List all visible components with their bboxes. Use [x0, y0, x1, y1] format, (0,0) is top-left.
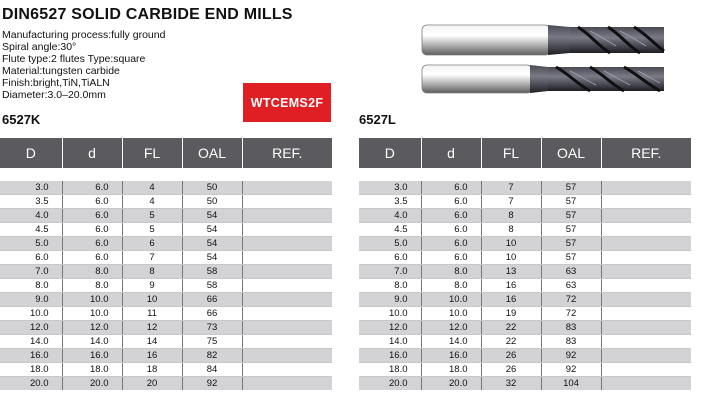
cell-d: 8.0	[421, 279, 481, 293]
cell-FL: 7	[481, 181, 541, 195]
cell-FL: 9	[122, 279, 182, 293]
cell-d: 6.0	[62, 237, 122, 251]
col-header-D: D	[0, 138, 62, 168]
col-header-d: d	[421, 138, 481, 168]
cell-d: 10.0	[62, 293, 122, 307]
cell-FL: 18	[122, 363, 182, 377]
cell-OAL: 84	[182, 363, 242, 377]
cell-d: 8.0	[421, 265, 481, 279]
cell-d: 6.0	[62, 181, 122, 195]
cell-REF	[242, 223, 332, 237]
table-row	[359, 265, 691, 279]
table-row	[0, 335, 332, 349]
cell-d: 8.0	[62, 279, 122, 293]
cell-OAL: 63	[541, 279, 601, 293]
cell-OAL: 72	[541, 307, 601, 321]
table-header-row	[359, 138, 691, 168]
cell-D: 18.0	[359, 363, 421, 377]
cell-OAL: 57	[541, 195, 601, 209]
cell-OAL: 57	[541, 223, 601, 237]
cell-REF	[242, 349, 332, 363]
col-header-REF: REF.	[601, 138, 691, 168]
cell-REF	[242, 237, 332, 251]
cell-REF	[601, 377, 691, 391]
cell-D: 6.0	[0, 251, 62, 265]
cell-d: 6.0	[421, 237, 481, 251]
col-header-OAL: OAL	[541, 138, 601, 168]
table-row	[0, 223, 332, 237]
cell-d: 6.0	[421, 209, 481, 223]
cell-D: 10.0	[0, 307, 62, 321]
table-row	[0, 181, 332, 195]
cell-FL: 8	[122, 265, 182, 279]
cell-REF	[242, 251, 332, 265]
cell-D: 9.0	[359, 293, 421, 307]
cell-D: 4.5	[359, 223, 421, 237]
cell-d: 12.0	[62, 321, 122, 335]
cell-FL: 22	[481, 335, 541, 349]
col-header-FL: FL	[122, 138, 182, 168]
cell-OAL: 83	[541, 321, 601, 335]
cell-REF	[242, 321, 332, 335]
cell-REF	[242, 181, 332, 195]
cell-OAL: 54	[182, 237, 242, 251]
cell-D: 6.0	[359, 251, 421, 265]
cell-REF	[601, 209, 691, 223]
cell-OAL: 73	[182, 321, 242, 335]
table-row	[359, 363, 691, 377]
cell-d: 16.0	[421, 349, 481, 363]
cell-REF	[601, 293, 691, 307]
cell-d: 6.0	[421, 251, 481, 265]
table-row	[0, 195, 332, 209]
spec-table-6527k	[0, 138, 332, 390]
cell-FL: 8	[481, 223, 541, 237]
cell-D: 20.0	[359, 377, 421, 391]
col-header-OAL: OAL	[182, 138, 242, 168]
cell-FL: 32	[481, 377, 541, 391]
cell-D: 4.0	[0, 209, 62, 223]
cell-FL: 16	[481, 279, 541, 293]
table-row	[359, 237, 691, 251]
cell-FL: 7	[481, 195, 541, 209]
cell-REF	[242, 363, 332, 377]
cell-FL: 22	[481, 321, 541, 335]
table-row	[359, 251, 691, 265]
cell-FL: 4	[122, 195, 182, 209]
cell-D: 7.0	[359, 265, 421, 279]
table-header-row	[0, 138, 332, 168]
cell-d: 6.0	[62, 251, 122, 265]
cell-OAL: 57	[541, 237, 601, 251]
spec-material: Material:tungsten carbide	[2, 65, 120, 77]
cell-OAL: 54	[182, 223, 242, 237]
cell-d: 6.0	[62, 209, 122, 223]
cell-d: 20.0	[62, 377, 122, 391]
col-header-D: D	[359, 138, 421, 168]
cell-REF	[242, 195, 332, 209]
cell-REF	[242, 335, 332, 349]
table-row	[0, 237, 332, 251]
cell-D: 10.0	[359, 307, 421, 321]
cell-d: 18.0	[421, 363, 481, 377]
cell-FL: 8	[481, 209, 541, 223]
cell-D: 4.0	[359, 209, 421, 223]
cell-REF	[601, 307, 691, 321]
table-row	[0, 265, 332, 279]
cell-D: 4.5	[0, 223, 62, 237]
cell-OAL: 57	[541, 181, 601, 195]
spec-diameter: Diameter:3.0–20.0mm	[2, 89, 106, 101]
table-row	[0, 349, 332, 363]
cell-REF	[242, 307, 332, 321]
cell-OAL: 83	[541, 335, 601, 349]
cell-D: 5.0	[359, 237, 421, 251]
cell-FL: 4	[122, 181, 182, 195]
cell-FL: 10	[122, 293, 182, 307]
cell-OAL: 66	[182, 307, 242, 321]
cell-d: 14.0	[421, 335, 481, 349]
cell-D: 3.5	[359, 195, 421, 209]
cell-FL: 14	[122, 335, 182, 349]
cell-OAL: 50	[182, 195, 242, 209]
cell-REF	[601, 335, 691, 349]
cell-FL: 10	[481, 251, 541, 265]
cell-D: 3.0	[359, 181, 421, 195]
cell-d: 16.0	[62, 349, 122, 363]
table-row	[0, 321, 332, 335]
cell-FL: 5	[122, 209, 182, 223]
table-row	[359, 307, 691, 321]
cell-FL: 16	[481, 293, 541, 307]
cell-OAL: 82	[182, 349, 242, 363]
cell-REF	[601, 195, 691, 209]
cell-D: 9.0	[0, 293, 62, 307]
cell-D: 16.0	[359, 349, 421, 363]
cell-OAL: 92	[182, 377, 242, 391]
cell-FL: 5	[122, 223, 182, 237]
cell-D: 14.0	[0, 335, 62, 349]
cell-D: 7.0	[0, 265, 62, 279]
cell-d: 12.0	[421, 321, 481, 335]
cell-OAL: 72	[541, 293, 601, 307]
spec-finish: Finish:bright,TiN,TiALN	[2, 77, 110, 89]
cell-OAL: 58	[182, 279, 242, 293]
cell-FL: 20	[122, 377, 182, 391]
cell-REF	[242, 209, 332, 223]
cell-D: 20.0	[0, 377, 62, 391]
table-label-6527l: 6527L	[359, 112, 396, 127]
table-row	[359, 195, 691, 209]
cell-OAL: 58	[182, 265, 242, 279]
cell-d: 6.0	[421, 195, 481, 209]
table-row	[359, 321, 691, 335]
cell-d: 18.0	[62, 363, 122, 377]
end-mill-short-image	[420, 22, 668, 58]
cell-OAL: 54	[182, 209, 242, 223]
table-row	[0, 251, 332, 265]
cell-FL: 26	[481, 349, 541, 363]
cell-OAL: 75	[182, 335, 242, 349]
table-label-6527k: 6527K	[2, 112, 41, 127]
cell-d: 20.0	[421, 377, 481, 391]
spec-list	[2, 29, 165, 101]
cell-REF	[601, 223, 691, 237]
cell-D: 8.0	[0, 279, 62, 293]
cell-D: 18.0	[0, 363, 62, 377]
table-row	[359, 377, 691, 391]
cell-d: 6.0	[421, 223, 481, 237]
cell-REF	[601, 279, 691, 293]
cell-OAL: 92	[541, 349, 601, 363]
end-mill-long-image	[420, 62, 668, 96]
col-header-d: d	[62, 138, 122, 168]
cell-REF	[601, 237, 691, 251]
cell-D: 12.0	[359, 321, 421, 335]
cell-REF	[601, 363, 691, 377]
cell-REF	[601, 349, 691, 363]
cell-d: 10.0	[421, 307, 481, 321]
cell-FL: 19	[481, 307, 541, 321]
table-row	[359, 279, 691, 293]
table-row	[0, 279, 332, 293]
cell-D: 12.0	[0, 321, 62, 335]
cell-REF	[242, 293, 332, 307]
cell-REF	[601, 181, 691, 195]
cell-OAL: 54	[182, 251, 242, 265]
cell-D: 3.0	[0, 181, 62, 195]
cell-OAL: 104	[541, 377, 601, 391]
col-header-FL: FL	[481, 138, 541, 168]
cell-REF	[242, 265, 332, 279]
col-header-REF: REF.	[242, 138, 332, 168]
cell-REF	[601, 321, 691, 335]
table-row	[359, 335, 691, 349]
spec-process: Manufacturing process:fully ground	[2, 29, 166, 41]
table-row	[359, 349, 691, 363]
cell-D: 14.0	[359, 335, 421, 349]
table-row	[359, 223, 691, 237]
cell-REF	[601, 251, 691, 265]
cell-OAL: 57	[541, 209, 601, 223]
cell-FL: 7	[122, 251, 182, 265]
cell-d: 6.0	[421, 181, 481, 195]
cell-OAL: 63	[541, 265, 601, 279]
cell-d: 6.0	[62, 223, 122, 237]
cell-d: 8.0	[62, 265, 122, 279]
table-row	[0, 209, 332, 223]
cell-REF	[601, 265, 691, 279]
cell-FL: 26	[481, 363, 541, 377]
cell-d: 10.0	[62, 307, 122, 321]
cell-D: 3.5	[0, 195, 62, 209]
spec-spiral: Spiral angle:30°	[2, 41, 77, 53]
cell-FL: 12	[122, 321, 182, 335]
spec-flute: Flute type:2 flutes Type:square	[2, 53, 146, 65]
cell-REF	[242, 377, 332, 391]
page-title: DIN6527 SOLID CARBIDE END MILLS	[2, 6, 293, 23]
table-row	[359, 293, 691, 307]
table-row	[359, 209, 691, 223]
cell-OAL: 66	[182, 293, 242, 307]
table-row	[0, 363, 332, 377]
cell-D: 5.0	[0, 237, 62, 251]
table-row	[0, 307, 332, 321]
cell-d: 10.0	[421, 293, 481, 307]
cell-FL: 6	[122, 237, 182, 251]
table-row	[359, 181, 691, 195]
cell-OAL: 50	[182, 181, 242, 195]
cell-REF	[242, 279, 332, 293]
product-code-badge: WTCEMS2F	[243, 83, 331, 122]
cell-FL: 16	[122, 349, 182, 363]
cell-D: 16.0	[0, 349, 62, 363]
cell-FL: 11	[122, 307, 182, 321]
cell-d: 14.0	[62, 335, 122, 349]
spec-table-6527l	[359, 138, 691, 390]
table-row	[0, 293, 332, 307]
cell-OAL: 57	[541, 251, 601, 265]
cell-OAL: 92	[541, 363, 601, 377]
cell-D: 8.0	[359, 279, 421, 293]
cell-FL: 10	[481, 237, 541, 251]
cell-FL: 13	[481, 265, 541, 279]
cell-d: 6.0	[62, 195, 122, 209]
table-row	[0, 377, 332, 391]
